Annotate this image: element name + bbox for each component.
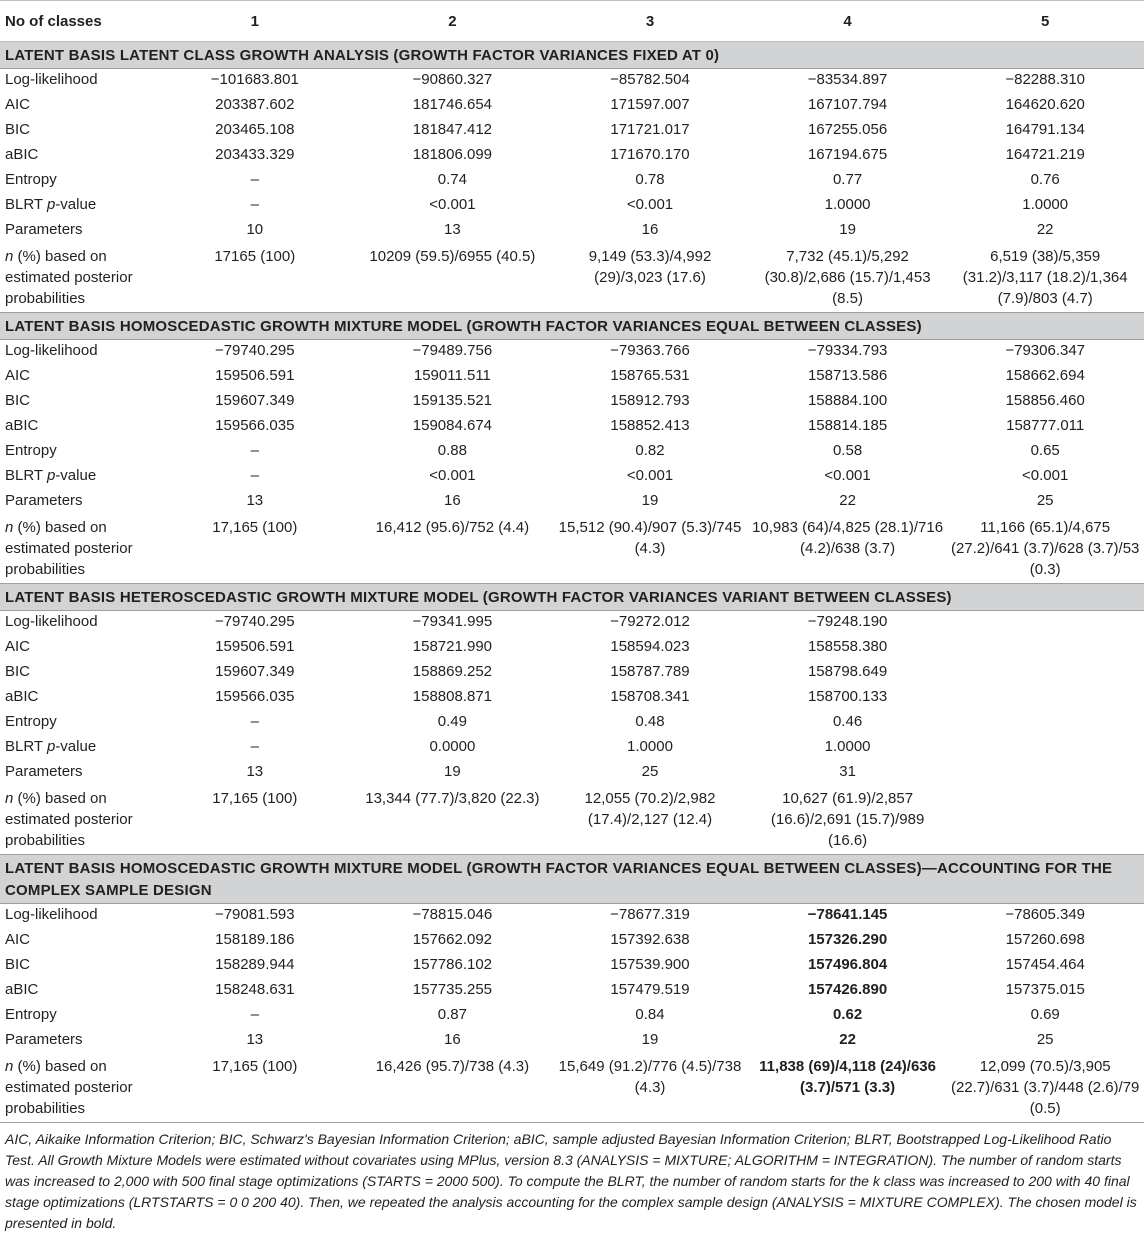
section-header	[0, 313, 1144, 340]
table-cell	[946, 786, 1144, 855]
italic-n: n	[5, 248, 14, 265]
table-cell: 0.58	[832, 442, 863, 459]
row-label: BLRT p-value	[5, 467, 97, 484]
table-cell: 167194.675	[807, 146, 888, 163]
table-cell: 11,838 (69)/4,118 (24)/636 (3.7)/571 (3.3)	[749, 1054, 947, 1123]
table-cell: 181847.412	[412, 121, 493, 138]
table-cell: 17,165 (100)	[156, 1054, 354, 1123]
row-label: AIC	[5, 931, 31, 948]
table-cell: 157496.804	[807, 956, 888, 973]
table-cell: 0.87	[437, 1006, 467, 1023]
italic-p: p	[46, 196, 56, 213]
row-label: aBIC	[5, 146, 39, 163]
table-cell: 158713.586	[807, 367, 888, 384]
table-cell: 0.76	[1030, 171, 1060, 188]
table-cell: −83534.897	[807, 71, 888, 88]
table-cell: 0.84	[635, 1006, 665, 1023]
row-label: AIC	[5, 367, 31, 384]
table-cell	[946, 636, 1144, 661]
table-cell	[946, 711, 1144, 736]
row-label: Entropy	[5, 1006, 57, 1023]
table-row	[0, 365, 1144, 390]
table-cell: 181746.654	[412, 96, 493, 113]
row-label: Parameters	[5, 492, 83, 509]
table-cell: 31	[839, 763, 856, 780]
table-cell: −78605.349	[1005, 906, 1086, 923]
row-label: Parameters	[5, 1031, 83, 1048]
table-cell: 171597.007	[610, 96, 690, 113]
table-cell: 158808.871	[412, 688, 493, 705]
table-cell: 12,099 (70.5)/3,905 (22.7)/631 (3.7)/448 (2.6)/79 (0.5)	[946, 1054, 1144, 1123]
table-cell: 158777.011	[1006, 417, 1085, 434]
table-cell: 0.69	[1030, 1006, 1060, 1023]
table-cell: −78641.145	[807, 906, 888, 923]
row-label: aBIC	[5, 981, 39, 998]
table-cell: 159506.591	[215, 367, 295, 384]
table-cell: −79306.347	[1005, 342, 1086, 359]
table-cell: 158856.460	[1005, 392, 1085, 409]
section-title: LATENT BASIS HOMOSCEDASTIC GROWTH MIXTURE MODEL (GROWTH FACTOR VARIANCES EQUAL BETWEEN CLASSES)	[0, 313, 1144, 340]
table-cell: −78815.046	[412, 906, 493, 923]
table-cell: 157539.900	[610, 956, 690, 973]
row-label: BLRT p-value	[5, 196, 97, 213]
row-label: n (%) based on estimated posterior probabilities	[0, 786, 156, 855]
table-cell: 164721.219	[1005, 146, 1085, 163]
table-row	[0, 611, 1144, 637]
table-cell: 22	[839, 492, 856, 509]
table-cell: 10,627 (61.9)/2,857 (16.6)/2,691 (15.7)/989 (16.6)	[749, 786, 947, 855]
italic-n: n	[5, 519, 14, 536]
table-cell: 19	[641, 1031, 659, 1048]
table-cell	[946, 761, 1144, 786]
table-cell: 0.65	[1030, 442, 1060, 459]
table-row	[0, 711, 1144, 736]
row-label: Parameters	[5, 763, 83, 780]
table-cell: 158708.341	[610, 688, 690, 705]
table-cell: 203433.329	[215, 146, 295, 163]
row-label: n (%) based on estimated posterior probabilities	[0, 1054, 156, 1123]
table-cell: 17,165 (100)	[156, 515, 354, 584]
table-cell: 158721.990	[412, 638, 493, 655]
row-label: Log-likelihood	[5, 71, 98, 88]
table-cell: 159607.349	[215, 663, 295, 680]
table-cell: <0.001	[626, 467, 674, 484]
table-cell: 159607.349	[215, 392, 295, 409]
table-cell: <0.001	[824, 467, 871, 484]
row-label: aBIC	[5, 417, 39, 434]
table-cell: −85782.504	[610, 71, 690, 88]
table-cell: 16	[444, 492, 461, 509]
table-cell: 1.0000	[824, 196, 871, 213]
row-label: Log-likelihood	[5, 613, 98, 630]
table-cell: 167255.056	[807, 121, 888, 138]
table-row	[0, 340, 1144, 366]
table-cell: 158787.789	[610, 663, 690, 680]
row-label: Parameters	[5, 221, 83, 238]
table-cell: −79740.295	[214, 342, 295, 359]
table-row	[0, 94, 1144, 119]
table-row	[0, 1029, 1144, 1054]
table-row	[0, 761, 1144, 786]
table-cell: 159566.035	[215, 417, 295, 434]
table-cell: 11,166 (65.1)/4,675 (27.2)/641 (3.7)/628 (3.7)/53 (0.3)	[946, 515, 1144, 584]
header-no-of-classes: No of classes	[0, 1, 156, 42]
table-cell: 0.49	[437, 713, 467, 730]
header-class-3: 3	[551, 1, 749, 42]
table-cell: 0.78	[635, 171, 665, 188]
table-cell: 158852.413	[610, 417, 690, 434]
table-cell: 13	[444, 221, 461, 238]
table-row	[0, 390, 1144, 415]
table-row	[0, 1004, 1144, 1029]
table-cell: 158558.380	[807, 638, 888, 655]
table-cell: 157454.464	[1005, 956, 1085, 973]
header-class-5: 5	[946, 1, 1144, 42]
table-cell: 1.0000	[824, 738, 871, 755]
table-cell: 17,165 (100)	[156, 786, 354, 855]
table-cell: 158594.023	[610, 638, 690, 655]
header-row	[0, 1, 1144, 42]
table-cell: 164791.134	[1005, 121, 1085, 138]
table-cell: 159084.674	[412, 417, 493, 434]
table-cell: 158248.631	[215, 981, 295, 998]
table-cell: 10,983 (64)/4,825 (28.1)/716 (4.2)/638 (3.7)	[749, 515, 947, 584]
table-cell: 158884.100	[807, 392, 888, 409]
table-cell: −79081.593	[214, 906, 295, 923]
table-cell: 157786.102	[412, 956, 493, 973]
table-row	[0, 219, 1144, 244]
table-cell: 0.77	[832, 171, 863, 188]
table-row	[0, 1054, 1144, 1123]
row-label: Entropy	[5, 713, 57, 730]
table-cell: −79334.793	[807, 342, 888, 359]
table-cell: 158765.531	[610, 367, 690, 384]
table-row	[0, 144, 1144, 169]
table-cell: 159011.511	[413, 367, 491, 384]
table-cell: 157260.698	[1005, 931, 1085, 948]
italic-n: n	[5, 1058, 14, 1075]
table-row	[0, 786, 1144, 855]
table-cell: 158700.133	[807, 688, 888, 705]
table-cell: −101683.801	[210, 71, 299, 88]
table-cell: 13	[246, 763, 264, 780]
table-cell: 16,412 (95.6)/752 (4.4)	[354, 515, 552, 584]
section-header	[0, 42, 1144, 69]
table-cell: 157392.638	[610, 931, 690, 948]
table-cell: 157662.092	[412, 931, 493, 948]
table-cell: 157326.290	[807, 931, 888, 948]
table-cell: 22	[1036, 221, 1054, 238]
table-body	[0, 42, 1144, 1123]
table-row	[0, 69, 1144, 95]
table-cell: –	[250, 196, 259, 213]
table-cell: <0.001	[429, 467, 476, 484]
table-cell: 17165 (100)	[156, 244, 354, 313]
table-cell: 0.0000	[429, 738, 476, 755]
table-cell: 157735.255	[412, 981, 493, 998]
table-cell: 6,519 (38)/5,359 (31.2)/3,117 (18.2)/1,364 (7.9)/803 (4.7)	[946, 244, 1144, 313]
table-cell: 158814.185	[807, 417, 888, 434]
table-cell: −82288.310	[1005, 71, 1086, 88]
table-cell: 19	[641, 492, 659, 509]
table-cell: 0.46	[832, 713, 863, 730]
table-cell: −79363.766	[610, 342, 690, 359]
table-cell: 158662.694	[1005, 367, 1085, 384]
table-cell: −78677.319	[610, 906, 690, 923]
table-cell: 25	[1036, 1031, 1054, 1048]
row-label: n (%) based on estimated posterior probabilities	[0, 244, 156, 313]
table-cell: −79740.295	[214, 613, 295, 630]
row-label: BIC	[5, 392, 31, 409]
table-row	[0, 954, 1144, 979]
table-cell: 171721.017	[610, 121, 690, 138]
section-title: LATENT BASIS HETEROSCEDASTIC GROWTH MIXTURE MODEL (GROWTH FACTOR VARIANCES VARIANT BETWEEN CLASSES)	[0, 584, 1144, 611]
table-cell	[946, 661, 1144, 686]
table-row	[0, 904, 1144, 930]
table-cell: −79489.756	[412, 342, 493, 359]
table-row	[0, 929, 1144, 954]
table-cell: 0.88	[437, 442, 467, 459]
table-cell: 9,149 (53.3)/4,992 (29)/3,023 (17.6)	[551, 244, 749, 313]
row-label: BLRT p-value	[5, 738, 97, 755]
table-cell: 1.0000	[1022, 196, 1069, 213]
table-row	[0, 119, 1144, 144]
section-header	[0, 855, 1144, 904]
table-cell: 0.48	[635, 713, 665, 730]
table-cell: 157375.015	[1005, 981, 1085, 998]
table-cell: <0.001	[1022, 467, 1069, 484]
italic-p: p	[46, 467, 56, 484]
table-footnote: AIC, Aikaike Information Criterion; BIC, Schwarz's Bayesian Information Criterion; aBIC, sample adjusted Bayesian Information Criterion; BLRT, Bootstrapped Log-Likelihood Ratio Test. All Growth Mixture Models were estimated without covariates using MPlus, version 8.3 (ANALYSIS = MIXTURE; ALGORITHM = INTEGRATION). The number of random starts was increased to 2,000 with 500 final stage optimizations (STARTS = 2000 500). To compute the BLRT, the number of random starts for the k class was increased to 200 with 40 final stage optimizations (LRTSTARTS = 0 0 200 40). Then, we repeated the analysis accounting for the complex sample design (ANALYSIS = MIXTURE COMPLEX). The chosen model is presented in bold.	[5, 1131, 1137, 1231]
table-cell: 16	[641, 221, 659, 238]
table-cell: 0.82	[635, 442, 665, 459]
table-row	[0, 636, 1144, 661]
table-row	[0, 979, 1144, 1004]
section-title: LATENT BASIS LATENT CLASS GROWTH ANALYSIS (GROWTH FACTOR VARIANCES FIXED AT 0)	[0, 42, 1144, 69]
table-row	[0, 415, 1144, 440]
table-cell: –	[250, 442, 259, 459]
table-cell: –	[250, 713, 259, 730]
section-title: LATENT BASIS HOMOSCEDASTIC GROWTH MIXTURE MODEL (GROWTH FACTOR VARIANCES EQUAL BETWEEN CLASSES)—ACCOUNTING FOR THE COMPLEX SAMPLE DESIGN	[0, 855, 1144, 904]
table-cell: 159135.521	[412, 392, 493, 409]
table-cell: 203465.108	[215, 121, 295, 138]
table-cell: –	[250, 171, 259, 188]
row-label: BIC	[5, 663, 31, 680]
table-cell: 158289.944	[215, 956, 295, 973]
italic-n: n	[5, 790, 14, 807]
header-class-4: 4	[749, 1, 947, 42]
table-cell: 1.0000	[627, 738, 673, 755]
table-cell: 167107.794	[807, 96, 888, 113]
row-label: Log-likelihood	[5, 906, 98, 923]
table-cell: 25	[1036, 492, 1054, 509]
table-cell: 158869.252	[412, 663, 493, 680]
table-cell: 7,732 (45.1)/5,292 (30.8)/2,686 (15.7)/1,453 (8.5)	[749, 244, 947, 313]
table-cell: –	[250, 1006, 259, 1023]
table-row	[0, 169, 1144, 194]
row-label: Entropy	[5, 442, 57, 459]
table-cell: 158912.793	[610, 392, 690, 409]
table-cell: 159506.591	[215, 638, 295, 655]
table-cell: 16,426 (95.7)/738 (4.3)	[354, 1054, 552, 1123]
table-cell: <0.001	[429, 196, 476, 213]
table-cell	[946, 686, 1144, 711]
table-cell: 0.74	[437, 171, 467, 188]
table-row	[0, 244, 1144, 313]
table-cell: 159566.035	[215, 688, 295, 705]
table-cell: 171670.170	[610, 146, 690, 163]
table-cell: 158798.649	[807, 663, 888, 680]
table-row	[0, 465, 1144, 490]
row-label: aBIC	[5, 688, 39, 705]
table-cell: 164620.620	[1005, 96, 1085, 113]
table-row	[0, 490, 1144, 515]
table-cell: <0.001	[626, 196, 674, 213]
table-cell: 10209 (59.5)/6955 (40.5)	[354, 244, 552, 313]
table-cell: −79341.995	[412, 613, 493, 630]
table-row	[0, 440, 1144, 465]
row-label: Entropy	[5, 171, 57, 188]
row-label: AIC	[5, 96, 31, 113]
table-row	[0, 194, 1144, 219]
row-label: AIC	[5, 638, 31, 655]
table-row	[0, 736, 1144, 761]
table-row	[0, 661, 1144, 686]
table-cell: 22	[839, 1031, 856, 1048]
table-cell: 19	[444, 763, 461, 780]
table-cell: 25	[641, 763, 659, 780]
table-cell: 181806.099	[412, 146, 493, 163]
table-cell: –	[250, 467, 259, 484]
italic-p: p	[46, 738, 56, 755]
table-row	[0, 515, 1144, 584]
table-cell: –	[250, 738, 259, 755]
table-cell: −79272.012	[610, 613, 690, 630]
table-cell: 15,649 (91.2)/776 (4.5)/738 (4.3)	[551, 1054, 749, 1123]
header-class-1: 1	[156, 1, 354, 42]
row-label: BIC	[5, 121, 31, 138]
header-class-2: 2	[354, 1, 552, 42]
table-cell	[946, 611, 1144, 637]
table-cell: 157479.519	[610, 981, 690, 998]
row-label: n (%) based on estimated posterior probabilities	[0, 515, 156, 584]
table-cell: 15,512 (90.4)/907 (5.3)/745 (4.3)	[551, 515, 749, 584]
table-cell: 158189.186	[215, 931, 295, 948]
table-cell	[946, 736, 1144, 761]
table-cell: −79248.190	[807, 613, 888, 630]
section-header	[0, 584, 1144, 611]
table-cell: 19	[839, 221, 856, 238]
table-cell: 12,055 (70.2)/2,982 (17.4)/2,127 (12.4)	[551, 786, 749, 855]
table-cell: 13,344 (77.7)/3,820 (22.3)	[354, 786, 552, 855]
table-cell: 13	[246, 492, 264, 509]
table-cell: 10	[246, 221, 264, 238]
table-cell: −90860.327	[412, 71, 493, 88]
table-cell: 13	[246, 1031, 264, 1048]
table-cell: 203387.602	[215, 96, 295, 113]
table-cell: 16	[444, 1031, 461, 1048]
table-cell: 157426.890	[807, 981, 888, 998]
table-row	[0, 686, 1144, 711]
row-label: BIC	[5, 956, 31, 973]
row-label: Log-likelihood	[5, 342, 98, 359]
table-cell: 0.62	[832, 1006, 863, 1023]
